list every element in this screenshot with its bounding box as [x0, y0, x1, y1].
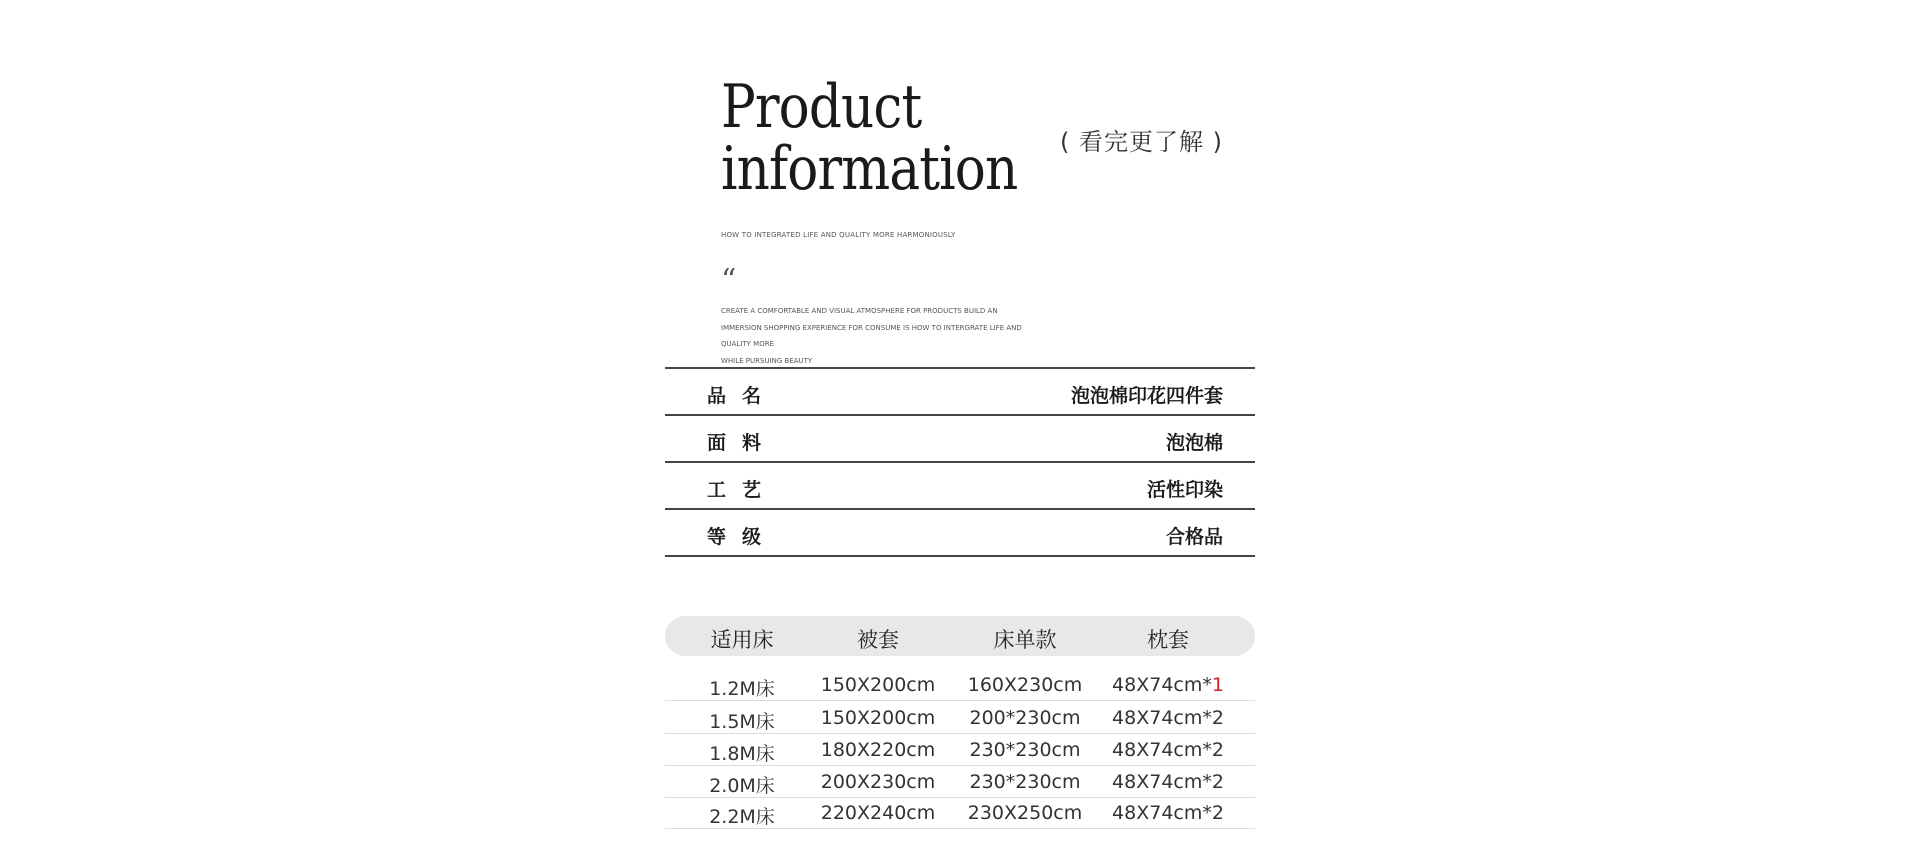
- spec-value: 泡泡棉: [1165, 432, 1223, 454]
- product-info-panel: [665, 0, 1255, 853]
- table-row: [665, 796, 1255, 829]
- cell-sheet: 200*230cm: [969, 707, 1081, 729]
- cell-bed: 2.2M床: [709, 806, 775, 828]
- pillow-qty: 2: [1211, 802, 1224, 824]
- pillow-qty: 1: [1211, 674, 1224, 696]
- spec-row-grade: [665, 510, 1255, 557]
- pillow-size: 48X74cm*: [1112, 739, 1212, 761]
- cell-bed: 1.8M床: [709, 743, 775, 765]
- description-line: CREATE A COMFORTABLE AND VISUAL ATMOSPHERE FOR PRODUCTS BUILD AN: [721, 307, 998, 315]
- cell-sheet: 230*230cm: [969, 771, 1081, 793]
- header-pillow: 枕套: [1147, 628, 1189, 652]
- table-row: [665, 668, 1255, 701]
- cell-duvet: 150X200cm: [820, 674, 936, 696]
- title-line-1: Product: [721, 72, 922, 142]
- pillow-qty: 2: [1211, 771, 1224, 793]
- spec-list: [665, 367, 1255, 557]
- cell-duvet: 200X230cm: [820, 771, 936, 793]
- cell-pillow: [1112, 739, 1224, 761]
- cell-duvet: 220X240cm: [820, 802, 936, 824]
- spec-key: 等级: [707, 526, 778, 548]
- cell-sheet: 230*230cm: [969, 739, 1081, 761]
- pillow-size: 48X74cm*: [1112, 771, 1212, 793]
- tagline: HOW TO INTEGRATED LIFE AND QUALITY MORE HARMONIOUSLY: [721, 231, 956, 239]
- spec-row-name: [665, 369, 1255, 416]
- table-row: [665, 701, 1255, 734]
- spec-row-craft: [665, 463, 1255, 510]
- header-duvet: 被套: [857, 628, 899, 652]
- cell-pillow: [1112, 802, 1224, 824]
- quote-icon: “: [721, 263, 737, 298]
- cell-duvet: 150X200cm: [820, 707, 936, 729]
- spec-value: 合格品: [1165, 526, 1223, 548]
- pillow-qty: 2: [1211, 707, 1224, 729]
- page-title: [721, 72, 1018, 204]
- spec-value: 泡泡棉印花四件套: [1070, 385, 1223, 407]
- cell-pillow: [1112, 707, 1224, 729]
- cell-pillow: [1112, 674, 1224, 696]
- spec-key: 品名: [707, 385, 778, 407]
- table-row: [665, 765, 1255, 798]
- spec-value: 活性印染: [1146, 479, 1223, 501]
- cell-bed: 1.5M床: [709, 711, 775, 733]
- pillow-size: 48X74cm*: [1112, 707, 1212, 729]
- spec-key: 工艺: [707, 479, 778, 501]
- cell-duvet: 180X220cm: [820, 739, 936, 761]
- header-sheet: 床单款: [993, 628, 1057, 652]
- description: [721, 303, 1051, 369]
- spec-row-fabric: [665, 416, 1255, 463]
- title-line-2: information: [721, 134, 1018, 204]
- table-row: [665, 733, 1255, 766]
- description-line: IMMERSION SHOPPING EXPERIENCE FOR CONSUME IS HOW TO INTERGRATE LIFE AND QUALITY MORE: [721, 323, 1022, 348]
- read-more-note: ( 看完更了解 ): [1060, 128, 1223, 156]
- description-line: WHILE PURSUING BEAUTY: [721, 356, 813, 365]
- cell-sheet: 160X230cm: [967, 674, 1083, 696]
- pillow-size: 48X74cm*: [1112, 674, 1212, 696]
- header-bed: 适用床: [710, 628, 774, 652]
- cell-pillow: [1112, 771, 1224, 793]
- pillow-qty: 2: [1211, 739, 1224, 761]
- size-table-header: [665, 616, 1255, 656]
- cell-bed: 2.0M床: [709, 775, 775, 797]
- spec-key: 面料: [707, 432, 778, 454]
- cell-bed: 1.2M床: [709, 678, 775, 700]
- pillow-size: 48X74cm*: [1112, 802, 1212, 824]
- cell-sheet: 230X250cm: [967, 802, 1083, 824]
